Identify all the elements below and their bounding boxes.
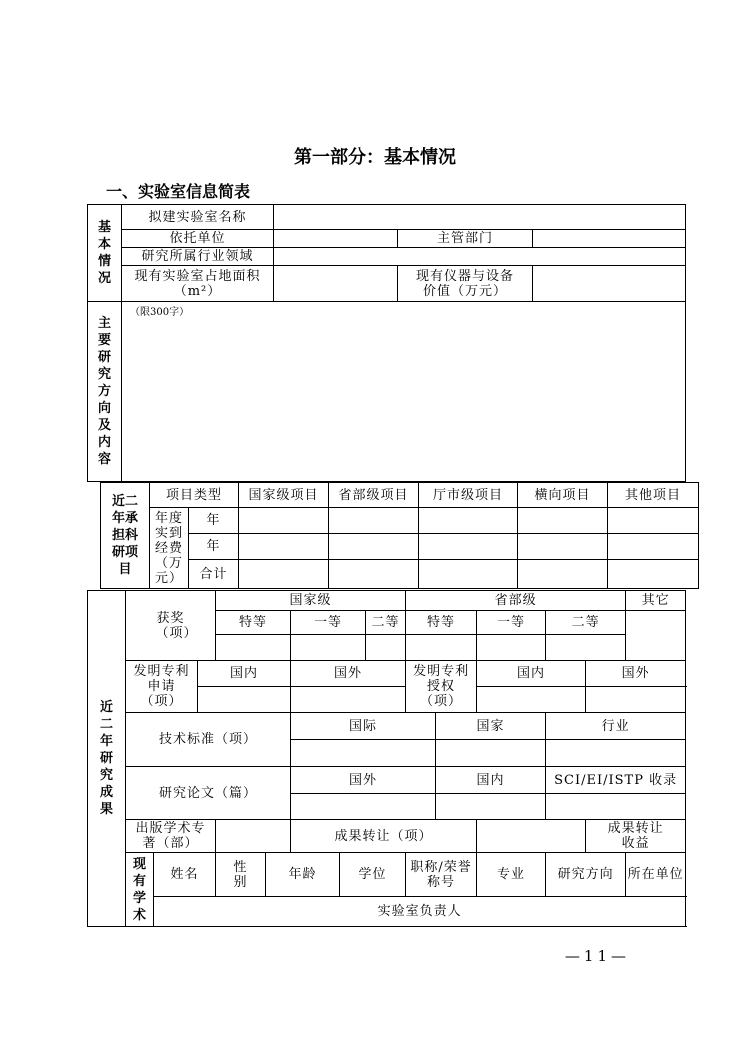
awards-national: 国家级 xyxy=(216,591,406,611)
awards-label: 获奖（项） xyxy=(126,591,216,661)
awards-other: 其它 xyxy=(626,591,686,611)
paper-label: 研究论文（篇） xyxy=(126,767,291,820)
paper-domestic: 国内 xyxy=(436,767,546,794)
year1-label: 年 xyxy=(189,508,239,534)
proj-cell[interactable] xyxy=(608,508,699,534)
lab-leader-label: 实验室负责人 xyxy=(154,897,686,927)
patent-grant-label: 发明专利授权（项） xyxy=(406,661,477,713)
total-label: 合计 xyxy=(189,560,239,589)
results-table xyxy=(87,590,686,927)
patent-cell[interactable] xyxy=(198,687,291,713)
grade-prov-first: 一等 xyxy=(477,611,546,635)
grade-national-special: 特等 xyxy=(216,611,291,635)
std-international: 国际 xyxy=(291,713,436,740)
staff-header-gender: 性别 xyxy=(216,853,266,897)
staff-header-unit: 所在单位 xyxy=(626,853,686,897)
proj-cell[interactable] xyxy=(518,508,608,534)
proj-cell[interactable] xyxy=(419,560,518,589)
proj-header-provincial: 省部级项目 xyxy=(329,483,419,508)
paper-cell[interactable] xyxy=(546,794,686,820)
transfer-label: 成果转让（项） xyxy=(291,820,477,853)
standard-label: 技术标准（项） xyxy=(126,713,291,767)
dept-cell[interactable] xyxy=(533,230,686,248)
staff-header-name: 姓名 xyxy=(154,853,216,897)
patent-apply-foreign: 国外 xyxy=(291,661,406,687)
dept-label: 主管部门 xyxy=(398,230,533,248)
patent-grant-foreign: 国外 xyxy=(586,661,686,687)
grade-national-first: 一等 xyxy=(291,611,366,635)
proj-cell[interactable] xyxy=(239,508,329,534)
award-cell[interactable] xyxy=(291,635,366,661)
word-limit-note: （限300字） xyxy=(130,307,190,318)
grade-prov-second: 二等 xyxy=(546,611,626,635)
patent-cell[interactable] xyxy=(477,687,586,713)
equip-label: 现有仪器与设备 价值（万元） xyxy=(398,266,533,302)
equip-cell[interactable] xyxy=(533,266,686,302)
std-cell[interactable] xyxy=(546,740,686,767)
staff-header-age: 年龄 xyxy=(266,853,340,897)
patent-grant-domestic: 国内 xyxy=(477,661,586,687)
results-side-label: 近二年研究成果 xyxy=(88,591,126,927)
awards-provincial: 省部级 xyxy=(406,591,626,611)
award-cell[interactable] xyxy=(366,635,406,661)
proj-cell[interactable] xyxy=(239,560,329,589)
funding-label: 年度实到经费（万元） xyxy=(150,508,189,589)
patent-cell[interactable] xyxy=(291,687,406,713)
proj-header-other: 其他项目 xyxy=(608,483,699,508)
proj-cell[interactable] xyxy=(239,534,329,560)
grade-prov-special: 特等 xyxy=(406,611,477,635)
proj-cell[interactable] xyxy=(419,508,518,534)
patent-cell[interactable] xyxy=(586,687,686,713)
std-national: 国家 xyxy=(436,713,546,740)
proj-cell[interactable] xyxy=(329,534,419,560)
projects-table xyxy=(100,482,699,589)
research-side-label: 主要研究方向及内容 xyxy=(88,302,122,482)
std-cell[interactable] xyxy=(436,740,546,767)
year2-label: 年 xyxy=(189,534,239,560)
proj-cell[interactable] xyxy=(329,560,419,589)
award-cell[interactable] xyxy=(546,635,626,661)
patent-apply-label: 发明专利申请（项） xyxy=(126,661,198,713)
staff-header-direction: 研究方向 xyxy=(546,853,626,897)
patent-apply-domestic: 国内 xyxy=(198,661,291,687)
staff-header-title: 职称/荣誉称号 xyxy=(406,853,477,897)
proj-header-type: 项目类型 xyxy=(150,483,239,508)
staff-side-label: 现有学术 xyxy=(126,853,154,927)
field-label: 研究所属行业领域 xyxy=(122,248,274,266)
books-label: 出版学术专著（部） xyxy=(126,820,216,853)
proj-cell[interactable] xyxy=(419,534,518,560)
grade-national-second: 二等 xyxy=(366,611,406,635)
paper-cell[interactable] xyxy=(291,794,436,820)
proj-cell[interactable] xyxy=(518,534,608,560)
staff-header-degree: 学位 xyxy=(340,853,406,897)
std-cell[interactable] xyxy=(291,740,436,767)
lab-name-label: 拟建实验室名称 xyxy=(122,205,274,230)
books-cell[interactable] xyxy=(216,820,291,853)
org-label: 依托单位 xyxy=(122,230,274,248)
field-cell[interactable] xyxy=(274,248,686,266)
award-cell[interactable] xyxy=(406,635,477,661)
area-cell[interactable] xyxy=(274,266,398,302)
basic-info-table xyxy=(87,204,686,482)
paper-foreign: 国外 xyxy=(291,767,436,794)
paper-sci: SCI/EI/ISTP 收录 xyxy=(546,767,686,794)
proj-cell[interactable] xyxy=(329,508,419,534)
proj-cell[interactable] xyxy=(518,560,608,589)
page-title: 第一部分：基本情况 xyxy=(294,147,456,168)
proj-cell[interactable] xyxy=(608,560,699,589)
page-number: —11— xyxy=(564,947,630,965)
research-content-cell[interactable] xyxy=(122,302,686,482)
award-cell[interactable] xyxy=(477,635,546,661)
lab-name-cell[interactable] xyxy=(274,205,686,230)
std-industry: 行业 xyxy=(546,713,686,740)
proj-header-city: 厅市级项目 xyxy=(419,483,518,508)
org-cell[interactable] xyxy=(274,230,398,248)
area-label: 现有实验室占地面积 （m²） xyxy=(122,266,274,302)
award-cell[interactable] xyxy=(216,635,291,661)
paper-cell[interactable] xyxy=(436,794,546,820)
proj-header-horizontal: 横向项目 xyxy=(518,483,608,508)
projects-side-label: 近二年承担科研项目 xyxy=(101,483,150,589)
staff-header-major: 专业 xyxy=(477,853,546,897)
proj-cell[interactable] xyxy=(608,534,699,560)
section-title: 一、实验室信息简表 xyxy=(106,182,251,201)
transfer-income-label: 成果转让收益 xyxy=(586,820,686,853)
awards-other-cell[interactable] xyxy=(626,611,686,661)
transfer-cell[interactable] xyxy=(477,820,586,853)
basic-side-label: 基本情况 xyxy=(88,205,122,302)
proj-header-national: 国家级项目 xyxy=(239,483,329,508)
